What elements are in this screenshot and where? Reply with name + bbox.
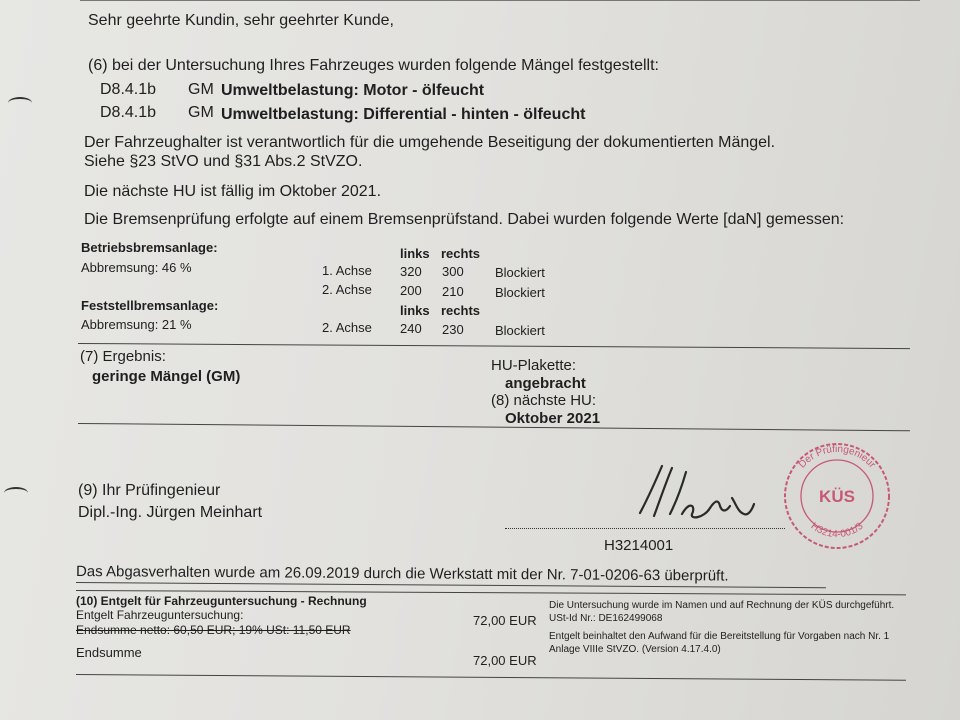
defect-class: GM	[188, 81, 214, 98]
inspector-label: (9) Ihr Prüfingenieur	[78, 482, 221, 499]
axle-status: Blockiert	[495, 323, 545, 338]
defect-text: Umweltbelastung: Motor - ölfeucht	[221, 82, 485, 99]
punch-hole-bottom	[4, 487, 28, 499]
stamp-number: H3214-001/3	[808, 520, 866, 541]
svg-text:H3214-001/3	[809, 521, 866, 541]
invoice-total-amount: 72,00 EUR	[473, 653, 537, 668]
col-rechts: rechts	[441, 303, 481, 318]
responsibility-line1: Der Fahrzeughalter ist verantwortlich für die umgehende Beseitigung der dokumentierten Mängel.	[84, 134, 776, 151]
defect-code: D8.4.1b	[100, 104, 157, 121]
stamp-logo: KÜS	[819, 487, 855, 506]
defect-code: D8.4.1b	[100, 81, 157, 98]
axle-label: 1. Achse	[322, 263, 372, 278]
defect-text: Umweltbelastung: Differential - hinten - ölfeucht	[221, 106, 586, 123]
next-hu-value: Oktober 2021	[505, 410, 601, 427]
next-hu-label: (8) nächste HU:	[491, 392, 597, 409]
axle-left: 320	[400, 264, 422, 279]
invoice-bottom-rule	[76, 674, 906, 681]
axle-label: 2. Achse	[322, 320, 372, 335]
inspector-id: H3214001	[604, 537, 674, 554]
kues-stamp	[778, 440, 896, 558]
responsibility-line2: Siehe §23 StVO und §31 Abs.2 StVZO.	[84, 153, 363, 170]
invoice-item-label: Entgelt Fahrzeuguntersuchung:	[76, 608, 244, 622]
parking-brake-title: Feststellbremsanlage:	[81, 298, 219, 313]
top-rule	[80, 0, 920, 1]
defects-intro: (6) bei der Untersuchung Ihres Fahrzeuges wurden folgende Mängel festgestellt:	[88, 57, 659, 74]
result-value: geringe Mängel (GM)	[92, 368, 241, 385]
emissions-text: Das Abgasverhalten wurde am 26.09.2019 durch die Werkstatt mit der Nr. 7-01-0206-63 überprüft.	[75, 563, 729, 585]
punch-hole-top	[8, 97, 32, 109]
next-hu-text: Die nächste HU ist fällig im Oktober 2021.	[84, 183, 382, 200]
invoice-item-amount: 72,00 EUR	[473, 613, 537, 628]
greeting: Sehr geehrte Kundin, sehr geehrter Kunde,	[88, 12, 394, 29]
axle-left: 240	[400, 321, 422, 336]
inspector-name: Dipl.-Ing. Jürgen Meinhart	[78, 504, 263, 521]
result-rule	[78, 343, 910, 349]
service-brake-title: Betriebsbremsanlage:	[81, 240, 218, 255]
parking-brake-rate: Abbremsung: 21 %	[81, 317, 192, 332]
col-links: links	[400, 246, 430, 261]
invoice-note2: USt-Id Nr.: DE162499068	[549, 613, 663, 624]
invoice-note3: Entgelt beinhaltet den Aufwand für die Bereitstellung für Vorgaben nach Nr. 1	[549, 631, 890, 642]
brake-intro: Die Bremsenprüfung erfolgte auf einem Bremsenprüfstand. Dabei wurden folgende Werte [daN] gemessen:	[84, 211, 845, 228]
axle-left: 200	[400, 283, 422, 298]
stamp-arc-text: Der Prüfingenieur	[796, 443, 878, 471]
invoice-note1: Die Untersuchung wurde im Namen und auf Rechnung der KÜS durchgeführt.	[549, 600, 895, 611]
signature-line	[505, 528, 785, 529]
service-brake-rate: Abbremsung: 46 %	[81, 260, 192, 275]
signature	[620, 458, 770, 538]
axle-label: 2. Achse	[322, 282, 372, 297]
axle-right: 230	[442, 322, 464, 337]
result-bottom-rule	[78, 423, 910, 431]
axle-status: Blockiert	[495, 265, 545, 280]
defect-class: GM	[188, 104, 214, 121]
result-label: (7) Ergebnis:	[80, 348, 166, 365]
col-rechts: rechts	[441, 246, 481, 261]
invoice-title: (10) Entgelt für Fahrzeuguntersuchung - Rechnung	[76, 594, 367, 608]
axle-right: 210	[442, 284, 464, 299]
axle-right: 300	[442, 264, 464, 279]
axle-status: Blockiert	[495, 285, 545, 300]
invoice-sum-netto: Endsumme netto: 60,50 EUR; 19% USt: 11,50 EUR	[76, 623, 351, 637]
plakette-value: angebracht	[505, 375, 586, 392]
plakette-label: HU-Plakette:	[491, 357, 577, 374]
col-links: links	[400, 303, 430, 318]
invoice-note4: Anlage VIIIe StVZO. (Version 4.17.4.0)	[549, 644, 721, 655]
invoice-total-label: Endsumme	[76, 645, 142, 660]
svg-text:Der Prüfingenieur	[797, 444, 878, 471]
